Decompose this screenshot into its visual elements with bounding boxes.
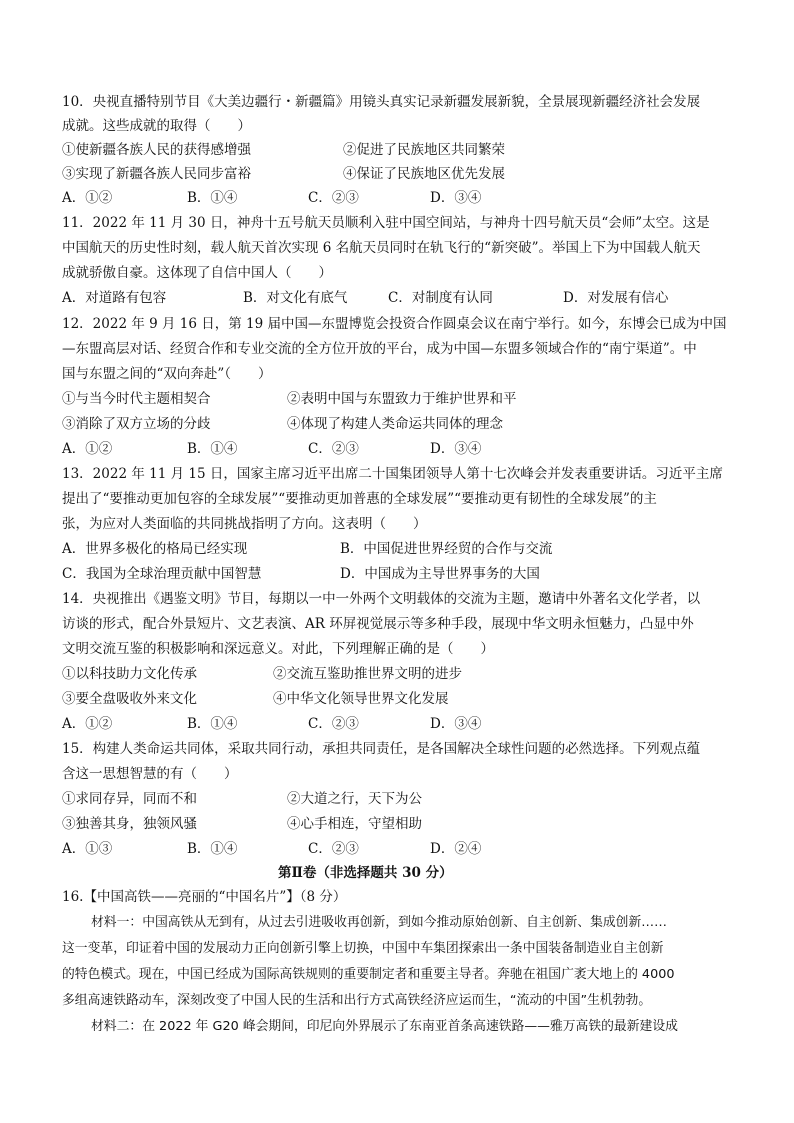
- q15-option-a: A．①③: [62, 841, 113, 857]
- q11-option-c: C．对制度有认同: [388, 290, 493, 306]
- q12-item-2: ②表明中国与东盟致力于维护世界和平: [287, 391, 517, 407]
- section-2-title: 第Ⅱ卷（非选择题共 30 分）: [278, 865, 453, 881]
- q15-stem-line-2: 含这一思想智慧的有（ ）: [62, 766, 238, 782]
- q15-item-2: ②大道之行，天下为公: [287, 791, 422, 807]
- q14-item-2: ②交流互鉴助推世界文明的进步: [273, 666, 462, 682]
- q14-item-1: ①以科技助力文化传承: [62, 666, 197, 682]
- q13-stem-line-1: 13．2022 年 11 月 15 日，国家主席习近平出席二十国集团领导人第十七次峰会并发表重要讲话。习近平主席: [62, 466, 723, 482]
- q13-stem-line-2: 提出了“要推动更加包容的全球发展”“要推动更加普惠的全球发展”“要推动更有韧性的全球发展”的主: [62, 491, 657, 507]
- q10-stem-line-2: 成就。这些成就的取得（ ）: [62, 118, 251, 134]
- q16-material-line-4: 多组高速铁路动车，深刻改变了中国人民的生活和出行方式高铁经济应运而生，“流动的中国”生机勃勃。: [62, 993, 652, 1008]
- q11-stem-line-1: 11．2022 年 11 月 30 日，神舟十五号航天员顺利入驻中国空间站，与神舟十四号航天员“会师”太空。这是: [62, 215, 710, 231]
- q13-option-c: C．我国为全球治理贡献中国智慧: [62, 566, 262, 582]
- q12-option-b: B．①④: [187, 441, 238, 457]
- q12-stem-line-1: 12．2022 年 9 月 16 日，第 19 届中国—东盟博览会投资合作圆桌会议在南宁举行。如今，东博会已成为中国: [62, 316, 727, 332]
- q12-item-3: ③消除了双方立场的分歧: [62, 416, 211, 432]
- q13-stem-line-3: 张，为应对人类面临的共同挑战指明了方向。这表明（ ）: [62, 516, 427, 532]
- q10-item-1: ①使新疆各族人民的获得感增强: [62, 142, 251, 158]
- q12-item-1: ①与当今时代主题相契合: [62, 391, 211, 407]
- q14-option-b: B．①④: [187, 716, 238, 732]
- q16-material-line-5: 材料二：在 2022 年 G20 峰会期间，印尼向外界展示了东南亚首条高速铁路——雅万高铁的最新建设成: [91, 1019, 678, 1034]
- q13-option-d: D．中国成为主导世界事务的大国: [340, 566, 540, 582]
- q13-option-b: B．中国促进世界经贸的合作与交流: [340, 541, 553, 557]
- q11-option-b: B．对文化有底气: [243, 290, 348, 306]
- q12-stem-line-2: —东盟高层对话、经贸合作和专业交流的全方位开放的平台，成为中国—东盟多领域合作的“南宁渠道”。中: [62, 341, 697, 357]
- q12-option-a: A．①②: [62, 441, 113, 457]
- q14-stem-line-1: 14．央视推出《遇鉴文明》节目，每期以一中一外两个文明载体的交流为主题，邀请中外著名文化学者，以: [62, 591, 701, 607]
- q10-stem-line-1: 10．央视直播特别节目《大美边疆行・新疆篇》用镜头真实记录新疆发展新貌，全景展现新疆经济社会发展: [62, 94, 701, 110]
- q10-option-b: B．①④: [187, 190, 238, 206]
- q14-item-4: ④中华文化领导世界文化发展: [273, 691, 449, 707]
- q12-option-d: D．③④: [430, 441, 482, 457]
- q16-material-line-2: 这一变革，印证着中国的发展动力正向创新引擎上切换，中国中车集团探索出一条中国装备制造业自主创新: [62, 941, 664, 956]
- q10-item-2: ②促进了民族地区共同繁荣: [343, 142, 505, 158]
- q15-option-c: C．②③: [308, 841, 359, 857]
- q12-item-4: ④体现了构建人类命运共同体的理念: [287, 416, 503, 432]
- q16-title: 16.【中国高铁——亮丽的“中国名片”】（8 分）: [62, 889, 347, 905]
- q15-option-b: B．①④: [187, 841, 238, 857]
- q15-option-d: D．②④: [430, 841, 482, 857]
- q10-option-c: C．②③: [308, 190, 359, 206]
- q13-option-a: A．世界多极化的格局已经实现: [62, 541, 248, 557]
- q10-item-3: ③实现了新疆各族人民同步富裕: [62, 166, 251, 182]
- q16-material-line-1: 材料一：中国高铁从无到有，从过去引进吸收再创新，到如今推动原始创新、自主创新、集成创新……: [91, 915, 667, 930]
- q11-option-d: D．对发展有信心: [563, 290, 669, 306]
- q12-stem-line-3: 国与东盟之间的“双向奔赴”（ ）: [62, 366, 272, 382]
- q15-item-1: ①求同存异，同而不和: [62, 791, 197, 807]
- q14-stem-line-3: 文明交流互鉴的积极影响和深远意义。对此，下列理解正确的是（ ）: [62, 641, 494, 657]
- q14-option-d: D．③④: [430, 716, 482, 732]
- q10-option-a: A．①②: [62, 190, 113, 206]
- q10-item-4: ④保证了民族地区优先发展: [343, 166, 505, 182]
- q11-stem-line-2: 中国航天的历史性时刻，载人航天首次实现 6 名航天员同时在轨飞行的“新突破”。举国上下为中国载人航天: [62, 240, 701, 256]
- q15-item-3: ③独善其身，独领风骚: [62, 816, 197, 832]
- q11-stem-line-3: 成就骄傲自豪。这体现了自信中国人（ ）: [62, 265, 332, 281]
- q14-option-a: A．①②: [62, 716, 113, 732]
- q16-material-line-3: 的特色模式。现在，中国已经成为国际高铁规则的重要制定者和重要主导者。奔驰在祖国广袤大地上的 4000: [62, 967, 675, 982]
- q15-stem-line-1: 15．构建人类命运共同体，采取共同行动，承担共同责任，是各国解决全球性问题的必然选择。下列观点蕴: [62, 741, 701, 757]
- q11-option-a: A．对道路有包容: [62, 290, 167, 306]
- q10-option-d: D．③④: [430, 190, 482, 206]
- q14-option-c: C．②③: [308, 716, 359, 732]
- q14-stem-line-2: 访谈的形式，配合外景短片、文艺表演、AR 环屏视觉展示等多种手段，展现中华文明永恒魅力，凸显中外: [62, 616, 694, 632]
- q12-option-c: C．②③: [308, 441, 359, 457]
- q14-item-3: ③要全盘吸收外来文化: [62, 691, 197, 707]
- q15-item-4: ④心手相连，守望相助: [287, 816, 422, 832]
